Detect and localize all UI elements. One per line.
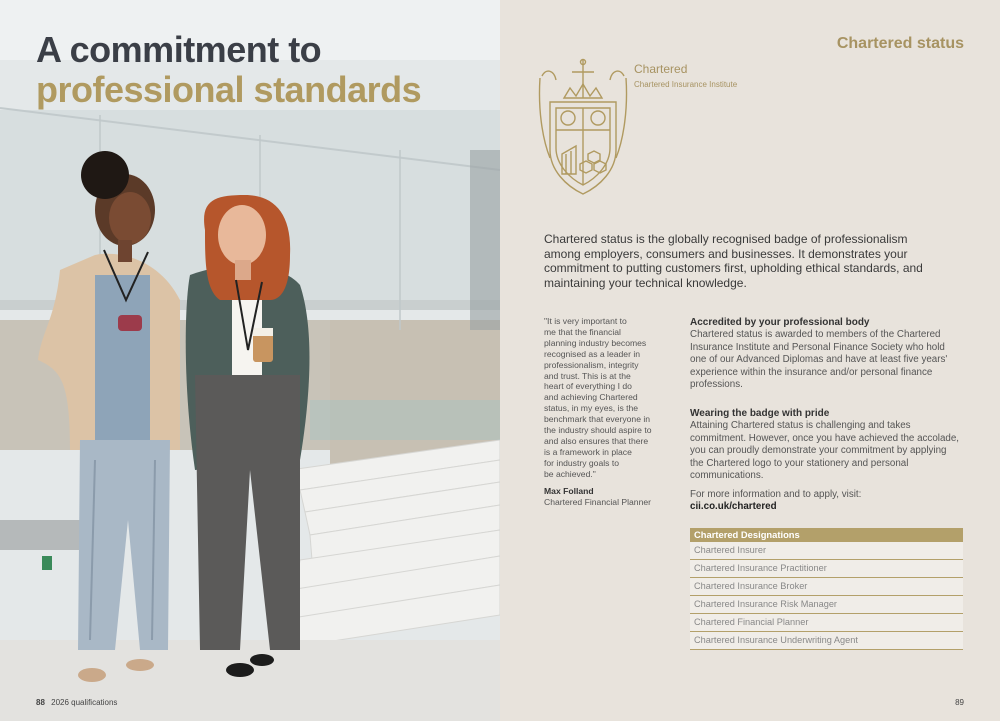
quote-line: the industry should aspire to [544, 425, 652, 436]
quote-author-role: Chartered Financial Planner [544, 496, 652, 507]
brand-org: Chartered Insurance Institute [634, 80, 738, 89]
accredited-section [690, 317, 962, 391]
badge-body: Attaining Chartered status is challenging and takes commitment. However, once you have achieved the accolade, you can proudly demonstrate your commitment by applying the Chartered logo to your stationery and personal communications. [690, 420, 960, 482]
table-row: Chartered Insurance Underwriting Agent [690, 632, 963, 650]
more-info-text: For more information and to apply, visit: [690, 489, 862, 500]
accredited-body: Chartered status is awarded to members of the Chartered Insurance Institute and Personal Finance Society who hold one of our Advanced Diplomas and have at least five years' experience within the insurance and/or personal finance professions. [690, 329, 948, 391]
table-row: Chartered Insurance Risk Manager [690, 596, 963, 614]
brand-name: Chartered [634, 62, 688, 76]
page-headline [36, 30, 421, 110]
quote-line: recognised as a leader in [544, 348, 641, 359]
section-title: Chartered status [836, 35, 964, 52]
badge-heading: Wearing the badge with pride [690, 408, 830, 419]
quote-line: benchmark that everyone in [544, 414, 651, 425]
intro-paragraph: Chartered status is the globally recognised badge of professionalism among employers, consumers and businesses. It demonstrates your commitment to putting customers first, upholding ethical standards, and maintaining your technical knowledge. [544, 232, 923, 290]
headline-line-2: professional standards [36, 69, 422, 110]
brand-block [634, 62, 737, 89]
table-row: Chartered Financial Planner [690, 614, 963, 632]
left-page-footer [36, 698, 117, 707]
quote-line: "It is very important to [544, 316, 627, 326]
quote-line: professionalism, integrity [544, 359, 639, 370]
right-page [500, 0, 1000, 721]
quote-line: me that the financial [544, 326, 621, 337]
more-info [690, 489, 861, 514]
designations-table-header: Chartered Designations [690, 528, 963, 542]
quote-line: be achieved." [544, 468, 596, 479]
quote-author-name: Max Folland [544, 485, 594, 496]
accredited-heading: Accredited by your professional body [690, 317, 870, 328]
headline-line-1: A commitment to [36, 29, 322, 70]
chartered-crest-icon [536, 58, 630, 196]
badge-section [690, 408, 962, 482]
testimonial-quote [544, 316, 674, 507]
quote-line: and achieving Chartered [544, 392, 638, 403]
quote-line: and also ensures that there [544, 435, 649, 446]
quote-line: for industry goals to [544, 457, 619, 468]
right-page-number: 89 [955, 698, 964, 707]
table-row: Chartered Insurer [690, 542, 963, 560]
table-row: Chartered Insurance Practitioner [690, 560, 963, 578]
quote-line: is a framework in place [544, 446, 632, 457]
chartered-link[interactable]: cii.co.uk/chartered [690, 501, 777, 513]
quote-line: heart of everything I do [544, 381, 632, 392]
left-footer-text: 2026 qualifications [51, 698, 118, 707]
quote-line: planning industry becomes [544, 337, 647, 348]
quote-line: and trust. This is at the [544, 370, 631, 381]
quote-line: status, in my eyes, is the [544, 403, 639, 414]
designations-table [690, 528, 963, 650]
left-page-number: 88 [36, 698, 45, 707]
table-row: Chartered Insurance Broker [690, 578, 963, 596]
